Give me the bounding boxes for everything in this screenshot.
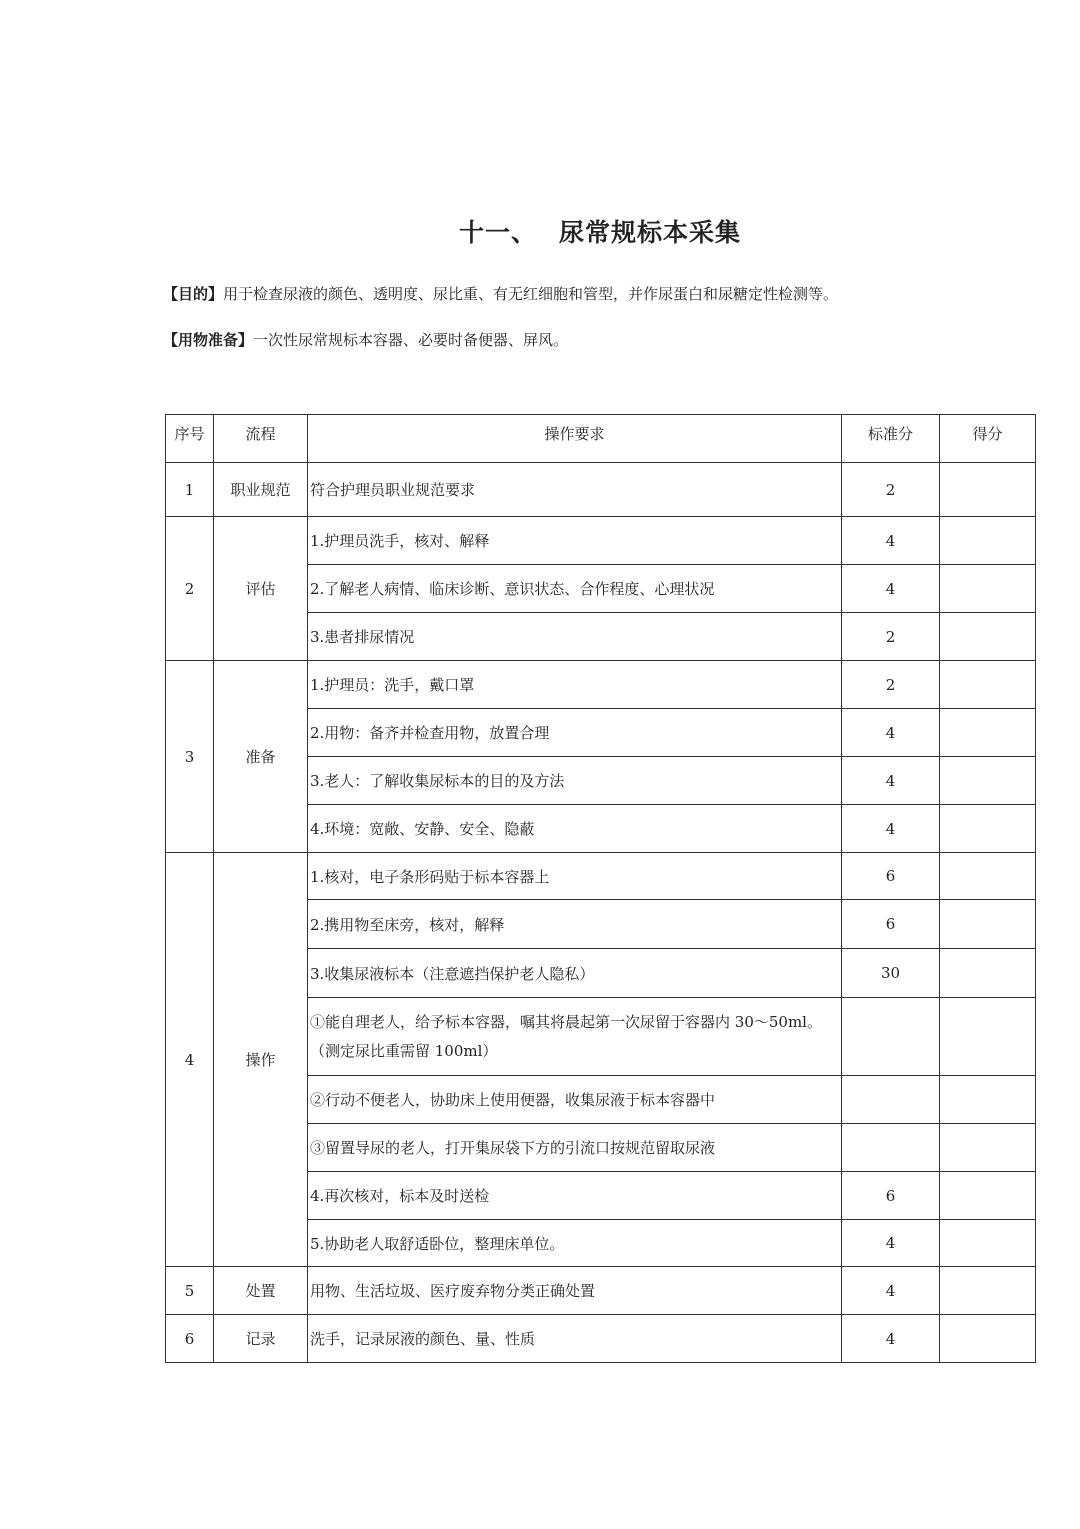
earned-score-cell: [940, 463, 1036, 517]
earned-score-cell: [940, 900, 1036, 949]
header-standard-score: 标准分: [842, 415, 940, 463]
group-step: 准备: [214, 661, 308, 853]
standard-score-cell: [842, 1076, 940, 1124]
header-step: 流程: [214, 415, 308, 463]
requirement-cell: 2.用物：备齐并检查用物，放置合理: [308, 709, 842, 757]
standard-score-cell: 4: [842, 517, 940, 565]
standard-score-cell: 4: [842, 757, 940, 805]
earned-score-cell: [940, 1076, 1036, 1124]
group-step: 职业规范: [214, 463, 308, 517]
requirement-cell: 1.护理员洗手，核对、解释: [308, 517, 842, 565]
requirement-cell: ②行动不便老人，协助床上使用便器，收集尿液于标本容器中: [308, 1076, 842, 1124]
standard-score-cell: 4: [842, 1220, 940, 1267]
table-row: [166, 853, 1036, 900]
table-row: [166, 1267, 1036, 1315]
group-no: 6: [166, 1315, 214, 1363]
requirement-cell: 5.协助老人取舒适卧位，整理床单位。: [308, 1220, 842, 1267]
group-step: 处置: [214, 1267, 308, 1315]
group-no: 5: [166, 1267, 214, 1315]
purpose-text: 用于检查尿液的颜色、透明度、尿比重、有无红细胞和管型，并作尿蛋白和尿糖定性检测等。: [223, 285, 839, 303]
materials-text: 一次性尿常规标本容器、必要时备便器、屏风。: [253, 331, 569, 349]
requirement-cell: 1.护理员：洗手，戴口罩: [308, 661, 842, 709]
title-number: 十一、: [458, 218, 537, 247]
requirement-cell: 3.患者排尿情况: [308, 613, 842, 661]
requirement-cell: 2.携用物至床旁，核对，解释: [308, 900, 842, 949]
requirement-line-1: ①能自理老人，给予标本容器，嘱其将晨起第一次尿留于容器内 30～50ml。: [310, 1012, 822, 1031]
group-no: 3: [166, 661, 214, 853]
materials-paragraph: [163, 329, 568, 350]
table-row: [166, 1315, 1036, 1363]
standard-score-cell: 2: [842, 661, 940, 709]
standard-score-cell: 6: [842, 853, 940, 900]
standard-score-cell: 4: [842, 565, 940, 613]
group-step: 记录: [214, 1315, 308, 1363]
earned-score-cell: [940, 853, 1036, 900]
group-step: 评估: [214, 517, 308, 661]
earned-score-cell: [940, 805, 1036, 853]
page-title: [0, 213, 1080, 249]
standard-score-cell: 4: [842, 709, 940, 757]
purpose-paragraph: [163, 283, 838, 304]
earned-score-cell: [940, 1172, 1036, 1220]
standard-score-cell: 4: [842, 1267, 940, 1315]
earned-score-cell: [940, 1315, 1036, 1363]
earned-score-cell: [940, 1220, 1036, 1267]
group-no: 1: [166, 463, 214, 517]
table-row: [166, 517, 1036, 565]
earned-score-cell: [940, 517, 1036, 565]
table-row: [166, 463, 1036, 517]
materials-label: 【用物准备】: [163, 331, 254, 349]
requirement-cell: 4.环境：宽敞、安静、安全、隐蔽: [308, 805, 842, 853]
title-text: 尿常规标本采集: [559, 218, 742, 247]
standard-score-cell: 6: [842, 900, 940, 949]
earned-score-cell: [940, 949, 1036, 998]
requirement-cell: 1.核对，电子条形码贴于标本容器上: [308, 853, 842, 900]
table-row: [166, 661, 1036, 709]
group-no: 4: [166, 853, 214, 1267]
purpose-label: 【目的】: [163, 285, 224, 303]
header-no: 序号: [166, 415, 214, 463]
scoring-table: [165, 414, 1036, 1363]
standard-score-cell: 6: [842, 1172, 940, 1220]
standard-score-cell: [842, 1124, 940, 1172]
requirement-cell: 3.收集尿液标本（注意遮挡保护老人隐私）: [308, 949, 842, 998]
requirement-cell: ③留置导尿的老人，打开集尿袋下方的引流口按规范留取尿液: [308, 1124, 842, 1172]
earned-score-cell: [940, 661, 1036, 709]
requirement-cell: 3.老人：了解收集尿标本的目的及方法: [308, 757, 842, 805]
requirement-cell: 符合护理员职业规范要求: [308, 463, 842, 517]
earned-score-cell: [940, 1124, 1036, 1172]
header-requirement: 操作要求: [308, 415, 842, 463]
standard-score-cell: 2: [842, 613, 940, 661]
earned-score-cell: [940, 565, 1036, 613]
standard-score-cell: 30: [842, 949, 940, 998]
earned-score-cell: [940, 709, 1036, 757]
earned-score-cell: [940, 998, 1036, 1076]
group-step: 操作: [214, 853, 308, 1267]
requirement-cell: 洗手，记录尿液的颜色、量、性质: [308, 1315, 842, 1363]
standard-score-cell: 4: [842, 1315, 940, 1363]
requirement-cell: [308, 998, 842, 1076]
requirement-cell: 2.了解老人病情、临床诊断、意识状态、合作程度、心理状况: [308, 565, 842, 613]
table-header-row: [166, 415, 1036, 463]
earned-score-cell: [940, 757, 1036, 805]
header-earned-score: 得分: [940, 415, 1036, 463]
requirement-cell: 4.再次核对，标本及时送检: [308, 1172, 842, 1220]
standard-score-cell: 4: [842, 805, 940, 853]
standard-score-cell: 2: [842, 463, 940, 517]
earned-score-cell: [940, 613, 1036, 661]
earned-score-cell: [940, 1267, 1036, 1315]
group-no: 2: [166, 517, 214, 661]
standard-score-cell: [842, 998, 940, 1076]
requirement-cell: 用物、生活垃圾、医疗废弃物分类正确处置: [308, 1267, 842, 1315]
requirement-line-2: （测定尿比重需留 100ml）: [310, 1041, 498, 1060]
